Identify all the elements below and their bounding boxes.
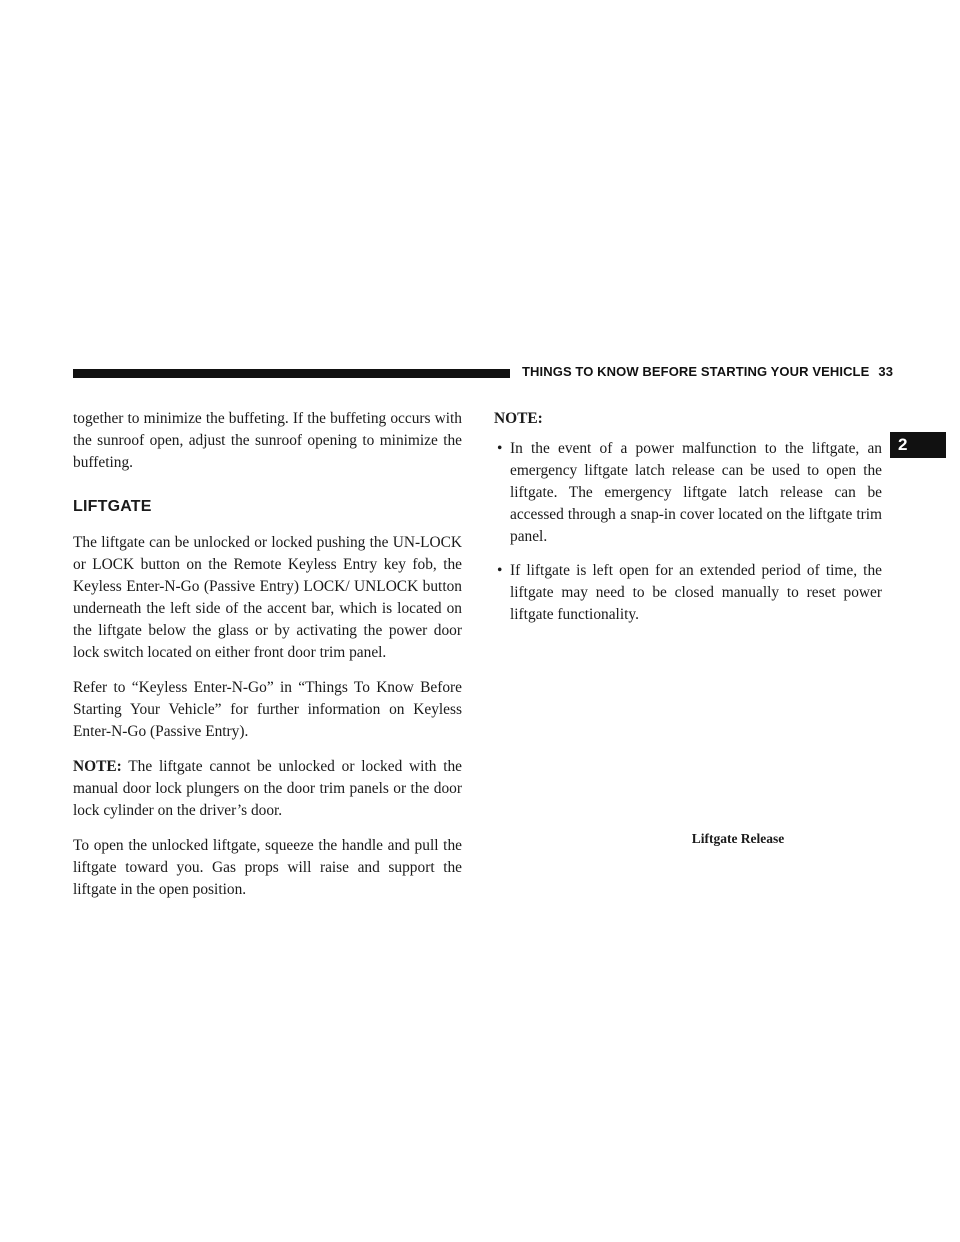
note-bullet-list [494,438,882,626]
figure-caption: Liftgate Release [691,831,785,846]
bullet-text: If liftgate is left open for an extended period of time, the liftgate may need to be closed manually to reset power liftgate functionality. [510,562,882,623]
note-text: The liftgate cannot be unlocked or locked with the manual door lock plungers on the door trim panels or the door lock cylinder on the driver’s door. [73,758,462,819]
right-column [494,408,882,638]
chapter-tab: 2 [890,432,946,458]
page-number: 33 [878,364,894,379]
bullet-icon: • [497,562,503,579]
section-title: THINGS TO KNOW BEFORE STARTING YOUR VEHICLE [522,364,870,379]
note-label: NOTE: [73,758,122,775]
bullet-text: In the event of a power malfunction to the liftgate, an emergency liftgate latch release can be used to open the liftgate. The emergency liftgate latch release can be accessed through a snap-in cover located on the liftgate trim panel. [510,440,882,545]
list-item [494,438,882,548]
header-rule [73,369,510,378]
section-heading: LIFTGATE [73,498,152,515]
liftgate-paragraph-2: Refer to “Keyless Enter-N-Go” in “Things To Know Before Starting Your Vehicle” for further information on Keyless Enter-N-Go (Passive Entry). [73,679,462,740]
liftgate-paragraph-3: To open the unlocked liftgate, squeeze the handle and pull the liftgate toward you. Gas props will raise and support the liftgate in the open position. [73,837,462,898]
liftgate-paragraph-1: The liftgate can be unlocked or locked pushing the UN-LOCK or LOCK button on the Remote Keyless Entry key fob, the Keyless Enter-N-Go (Passive Entry) LOCK/ UNLOCK button underneath the left side of the accent bar, which is located on the liftgate below the glass or by activating the power door lock switch located on either front door trim panel. [73,534,462,661]
left-column [73,408,462,914]
intro-paragraph: together to minimize the buffeting. If the buffeting occurs with the sunroof open, adjust the sunroof opening to minimize the buffeting. [73,410,462,471]
note-paragraph [73,756,462,822]
running-header [522,364,893,379]
note-heading: NOTE: [494,410,543,427]
list-item [494,560,882,626]
bullet-icon: • [497,440,503,457]
